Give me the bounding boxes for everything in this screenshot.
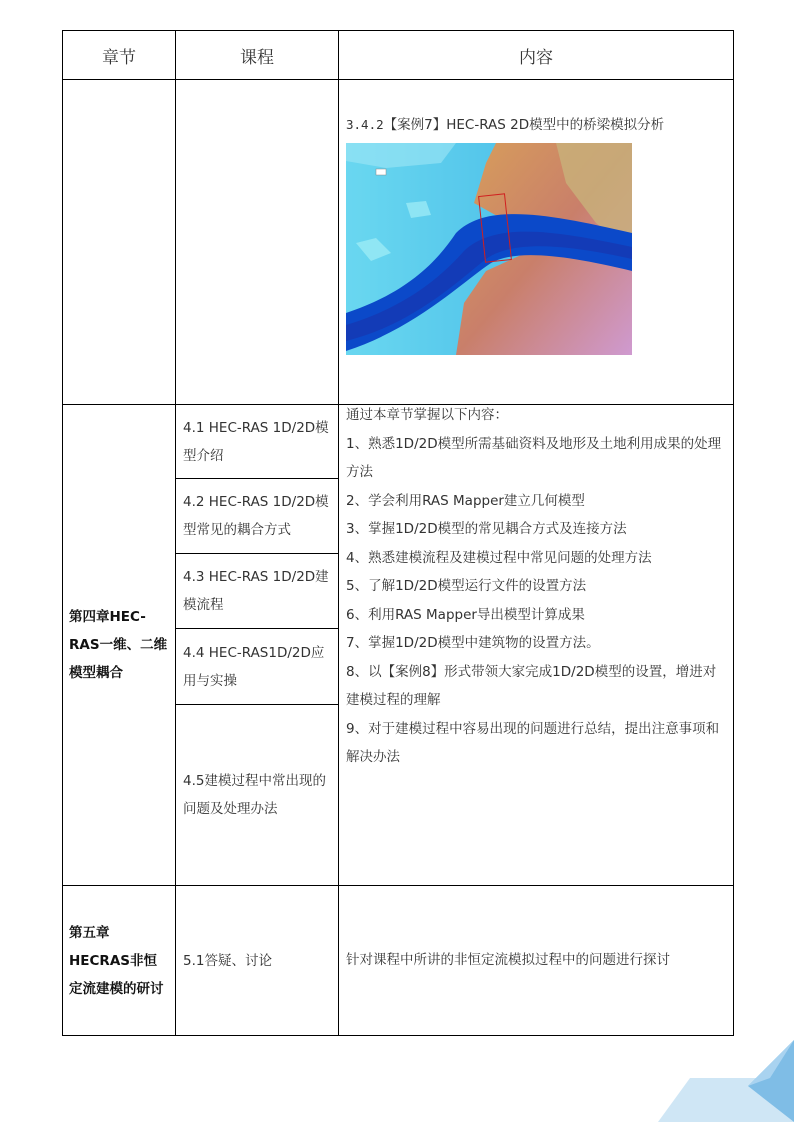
- header-chapter: 章节: [63, 31, 176, 80]
- header-content: 内容: [339, 31, 734, 80]
- course-5-1: 5.1答疑、讨论: [176, 886, 339, 1036]
- empty-chapter-cell: [63, 80, 176, 405]
- content-item-4: 4、熟悉建模流程及建模过程中常见问题的处理方法: [346, 549, 652, 566]
- course-4-4: 4.4 HEC-RAS1D/2D应用与实操: [176, 629, 339, 705]
- content-item-1: 1、熟悉1D/2D模型所需基础资料及地形及土地利用成果的处理方法: [346, 435, 722, 480]
- content-item-2: 2、学会利用RAS Mapper建立几何模型: [346, 492, 585, 509]
- course-4-1: 4.1 HEC-RAS 1D/2D模型介绍: [176, 405, 339, 479]
- content-item-7: 7、掌握1D/2D模型中建筑物的设置方法。: [346, 635, 600, 651]
- content-intro: 通过本章节掌握以下内容：: [346, 407, 508, 423]
- content-item-6: 6、利用RAS Mapper导出模型计算成果: [346, 606, 585, 623]
- chapter-5-content: 针对课程中所讲的非恒定流模拟过程中的问题进行探讨: [339, 886, 734, 1036]
- content-item-5: 5、了解1D/2D模型运行文件的设置方法: [346, 578, 587, 594]
- chapter-4-cell: 第四章HEC-RAS一维、二维模型耦合: [63, 405, 176, 886]
- table-row: [63, 405, 734, 479]
- case-cell: [339, 80, 734, 405]
- table-row: [63, 886, 734, 1036]
- header-row: [63, 31, 734, 80]
- content-item-3: 3、掌握1D/2D模型的常见耦合方式及连接方法: [346, 521, 627, 537]
- syllabus-table: [62, 30, 734, 1036]
- course-4-5: 4.5建模过程中常出现的问题及处理办法: [176, 705, 339, 886]
- corner-decoration: [650, 1040, 794, 1122]
- content-item-8: 8、以【案例8】形式带领大家完成1D/2D模型的设置，增进对建模过程的理解: [346, 663, 717, 708]
- course-4-2: 4.2 HEC-RAS 1D/2D模型常见的耦合方式: [176, 479, 339, 554]
- course-4-3: 4.3 HEC-RAS 1D/2D建模流程: [176, 554, 339, 629]
- case-title: 【案例7】HEC-RAS 2D模型中的桥梁模拟分析: [383, 117, 665, 133]
- table-row: [63, 80, 734, 405]
- case-number: 3.4.2: [346, 117, 384, 132]
- chapter-5-cell: 第五章HECRAS非恒定流建模的研讨: [63, 886, 176, 1036]
- content-item-9: 9、对于建模过程中容易出现的问题进行总结，提出注意事项和解决办法: [346, 720, 720, 765]
- empty-course-cell: [176, 80, 339, 405]
- header-course: 课程: [176, 31, 339, 80]
- case-heading: [346, 114, 726, 136]
- chapter-4-content: [339, 405, 734, 886]
- bridge-model-map-image: [346, 143, 632, 355]
